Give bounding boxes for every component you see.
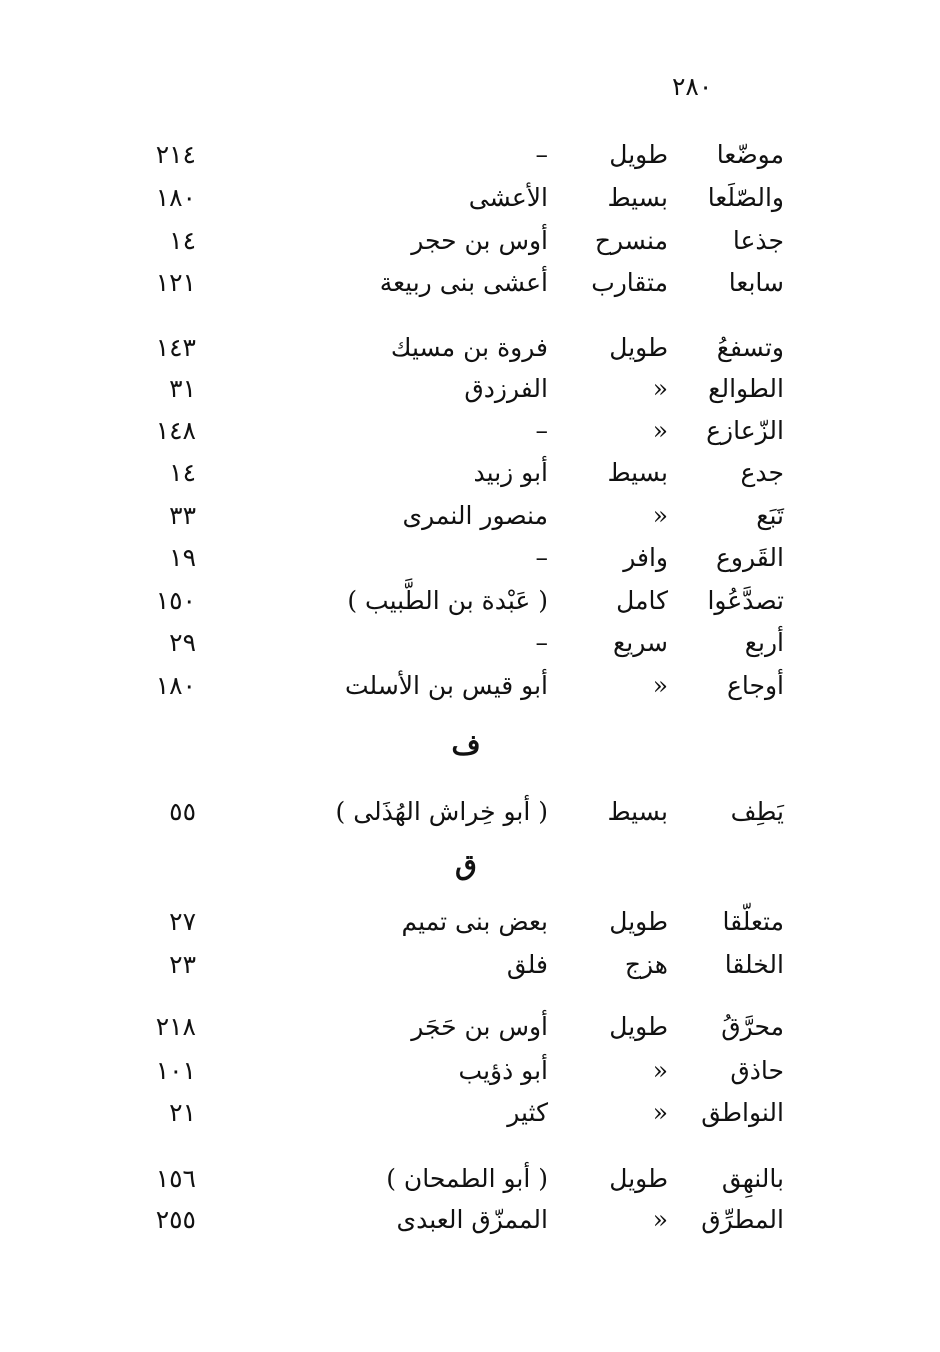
poet: أبو زبيد bbox=[473, 458, 548, 487]
poet: – bbox=[535, 628, 548, 657]
poet: أوس بن حَجَر bbox=[411, 1012, 548, 1041]
rhyme: تصدَّعُوا bbox=[707, 586, 784, 615]
page-ref: ٣١ bbox=[169, 374, 196, 403]
poet: – bbox=[535, 140, 548, 169]
meter: طويل bbox=[609, 1012, 668, 1041]
poet: ( عَبْدة بن الطَّبيب ) bbox=[347, 586, 548, 615]
index-entry bbox=[0, 1092, 940, 1134]
index-entry bbox=[0, 1199, 940, 1241]
index-entry bbox=[0, 368, 940, 410]
section-letter-heading: ق bbox=[455, 848, 477, 881]
meter: سريع bbox=[612, 628, 668, 657]
page-number: ٢٨٠ bbox=[672, 72, 713, 101]
page-ref: ١٥٦ bbox=[155, 1164, 196, 1193]
rhyme: أربع bbox=[744, 628, 784, 657]
rhyme: جذعا bbox=[732, 226, 784, 255]
poet: أبو قيس بن الأسلت bbox=[345, 671, 548, 700]
poet: الممزّق العبدى bbox=[396, 1205, 548, 1234]
index-entry bbox=[0, 1006, 940, 1048]
meter: « bbox=[652, 416, 668, 445]
page-ref: ٢٧ bbox=[169, 907, 196, 936]
rhyme: النواطق bbox=[701, 1098, 784, 1127]
index-entry bbox=[0, 622, 940, 664]
index-entry bbox=[0, 177, 940, 219]
page-ref: ١٩ bbox=[169, 543, 196, 572]
poet: ( أبو خِراش الهُذَلى ) bbox=[335, 797, 548, 826]
index-entry bbox=[0, 944, 940, 986]
meter: طويل bbox=[609, 140, 668, 169]
page-ref: ١٥٠ bbox=[155, 586, 196, 615]
poet: ( أبو الطمحان ) bbox=[386, 1164, 548, 1193]
index-entry bbox=[0, 580, 940, 622]
poet: – bbox=[535, 543, 548, 572]
index-entry bbox=[0, 410, 940, 452]
page-ref: ٢٣ bbox=[169, 950, 196, 979]
meter: « bbox=[652, 374, 668, 403]
index-entry bbox=[0, 1158, 940, 1200]
poet: أوس بن حجر bbox=[411, 226, 548, 255]
rhyme: والصّلَعا bbox=[707, 183, 784, 212]
poet: كثير bbox=[507, 1098, 548, 1127]
poet: بعض بنى تميم bbox=[401, 907, 548, 936]
page-ref: ٢١ bbox=[169, 1098, 196, 1127]
rhyme: متعلّقا bbox=[722, 907, 784, 936]
meter: بسيط bbox=[607, 183, 668, 212]
index-entry bbox=[0, 495, 940, 537]
index-entry bbox=[0, 1050, 940, 1092]
page-ref: ٢١٨ bbox=[155, 1012, 196, 1041]
index-entry bbox=[0, 134, 940, 176]
meter: « bbox=[652, 501, 668, 530]
rhyme: الزّعازع bbox=[706, 416, 784, 445]
index-entry bbox=[0, 901, 940, 943]
index-entry bbox=[0, 262, 940, 304]
index-entry bbox=[0, 220, 940, 262]
meter: « bbox=[652, 1098, 668, 1127]
meter: طويل bbox=[609, 1164, 668, 1193]
rhyme: المطرِّق bbox=[701, 1205, 784, 1234]
rhyme: موضّعا bbox=[716, 140, 784, 169]
rhyme: جدع bbox=[740, 458, 784, 487]
page-ref: ١٤ bbox=[169, 226, 196, 255]
index-entry bbox=[0, 327, 940, 369]
rhyme: القَروع bbox=[716, 543, 784, 572]
poet: الأعشى bbox=[468, 183, 548, 212]
page-ref: ٢٥٥ bbox=[155, 1205, 196, 1234]
page-ref: ٢٩ bbox=[169, 628, 196, 657]
rhyme: وتسفعُ bbox=[716, 333, 784, 362]
poet: الفرزدق bbox=[464, 374, 548, 403]
index-entry bbox=[0, 452, 940, 494]
poet: أعشى بنى ربيعة bbox=[379, 268, 548, 297]
page-ref: ٢١٤ bbox=[155, 140, 196, 169]
meter: هزج bbox=[624, 950, 668, 979]
poet: أبو ذؤيب bbox=[458, 1056, 548, 1085]
meter: « bbox=[652, 1056, 668, 1085]
page-ref: ١٢١ bbox=[155, 268, 196, 297]
rhyme: بالنهِق bbox=[721, 1164, 784, 1193]
rhyme: يَطِف bbox=[730, 797, 784, 826]
rhyme: سابعا bbox=[728, 268, 784, 297]
poet: فروة بن مسيك bbox=[390, 333, 548, 362]
meter: متقارب bbox=[591, 268, 668, 297]
index-entry bbox=[0, 665, 940, 707]
page-ref: ١٤٨ bbox=[155, 416, 196, 445]
meter: طويل bbox=[609, 907, 668, 936]
meter: بسيط bbox=[607, 458, 668, 487]
poet: منصور النمرى bbox=[402, 501, 548, 530]
rhyme: الخلقا bbox=[724, 950, 784, 979]
page-ref: ١٠١ bbox=[155, 1056, 196, 1085]
page-ref: ١٤٣ bbox=[155, 333, 196, 362]
rhyme: أوجاع bbox=[726, 671, 784, 700]
meter: « bbox=[652, 1205, 668, 1234]
page-ref: ٣٣ bbox=[169, 501, 196, 530]
index-entry bbox=[0, 537, 940, 579]
page-ref: ١٤ bbox=[169, 458, 196, 487]
meter: وافر bbox=[623, 543, 668, 572]
rhyme: محرَّقُ bbox=[721, 1012, 784, 1041]
poet: – bbox=[535, 416, 548, 445]
rhyme: تَبَع bbox=[756, 501, 784, 530]
rhyme: حاذق bbox=[730, 1056, 784, 1085]
meter: كامل bbox=[616, 586, 668, 615]
page-ref: ١٨٠ bbox=[155, 183, 196, 212]
rhyme: الطوالع bbox=[708, 374, 784, 403]
meter: بسيط bbox=[607, 797, 668, 826]
index-entry bbox=[0, 791, 940, 833]
meter: « bbox=[652, 671, 668, 700]
section-letter-heading: ف bbox=[451, 728, 481, 761]
page-ref: ١٨٠ bbox=[155, 671, 196, 700]
poet: فلق bbox=[506, 950, 548, 979]
meter: طويل bbox=[609, 333, 668, 362]
meter: منسرح bbox=[594, 226, 668, 255]
page-ref: ٥٥ bbox=[169, 797, 196, 826]
